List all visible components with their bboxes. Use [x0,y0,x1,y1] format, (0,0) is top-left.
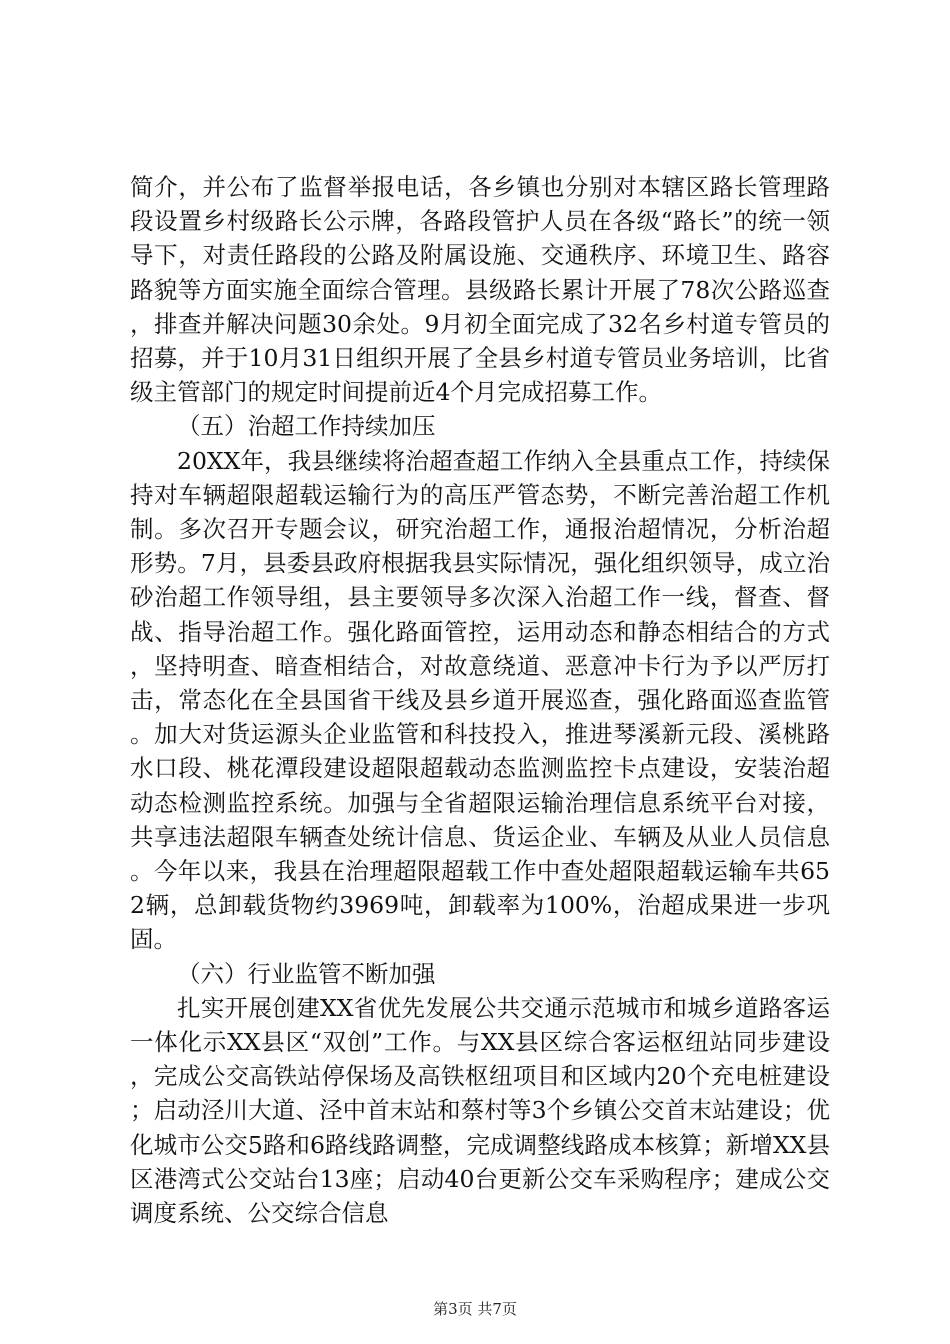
section-heading-six: （六）行业监管不断加强 [177,959,436,988]
paragraph-industry-supervision: 扎实开展创建XX省优先发展公共交通示范城市和城乡道路客运一体化示XX县区“双创”工作。与XX县区综合客运枢纽站同步建设，完成公交高铁站停保场及高铁枢纽项目和区域内20个充电桩建设；启动泾川大道、泾中首末站和蔡村等3个乡镇公交首末站建设；优化城市公交5路和6路线路调整，完成调整线路成本核算；新增XX县区港湾式公交站台13座；启动40台更新公交车采购程序；建成公交调度系统、公交综合信息 [130,993,830,1228]
paragraph-overload-control: 20XX年，我县继续将治超查超工作纳入全县重点工作，持续保持对车辆超限超载运输行为的高压严管态势，不断完善治超工作机制。多次召开专题会议，研究治超工作，通报治超情况，分析治超形势。7月，县委县政府根据我县实际情况，强化组织领导，成立治砂治超工作领导组，县主要领导多次深入治超工作一线，督查、督战、指导治超工作。强化路面管控，运用动态和静态相结合的方式，坚持明查、暗查相结合，对故意绕道、恶意冲卡行为予以严厉打击，常态化在全县国省干线及县乡道开展巡查，强化路面巡查监管。加大对货运源头企业监管和科技投入，推进琴溪新元段、溪桃路水口段、桃花潭段建设超限超载动态监测监控卡点建设，安装治超动态检测监控系统。加强与全省超限运输治理信息系统平台对接，共享违法超限车辆查处统计信息、货运企业、车辆及从业人员信息。今年以来，我县在治理超限超载工作中查处超限超载运输车共652辆，总卸载货物约3969吨，卸载率为100%，治超成果进一步巩固。 [130,446,830,954]
page-footer: 第3页 共7页 [433,1300,517,1318]
section-heading-five: （五）治超工作持续加压 [177,412,436,441]
document-body [130,170,830,1230]
paragraph-continuation: 简介，并公布了监督举报电话，各乡镇也分别对本辖区路长管理路段设置乡村级路长公示牌，各路段管护人员在各级“路长”的统一领导下，对责任路段的公路及附属设施、交通秩序、环境卫生、路容路貌等方面实施全面综合管理。县级路长累计开展了78次公路巡查，排查并解决问题30余处。9月初全面完成了32名乡村道专管员的招募，并于10月31日组织开展了全县乡村道专管员业务培训，比省级主管部门的规定时间提前近4个月完成招募工作。 [130,173,830,407]
